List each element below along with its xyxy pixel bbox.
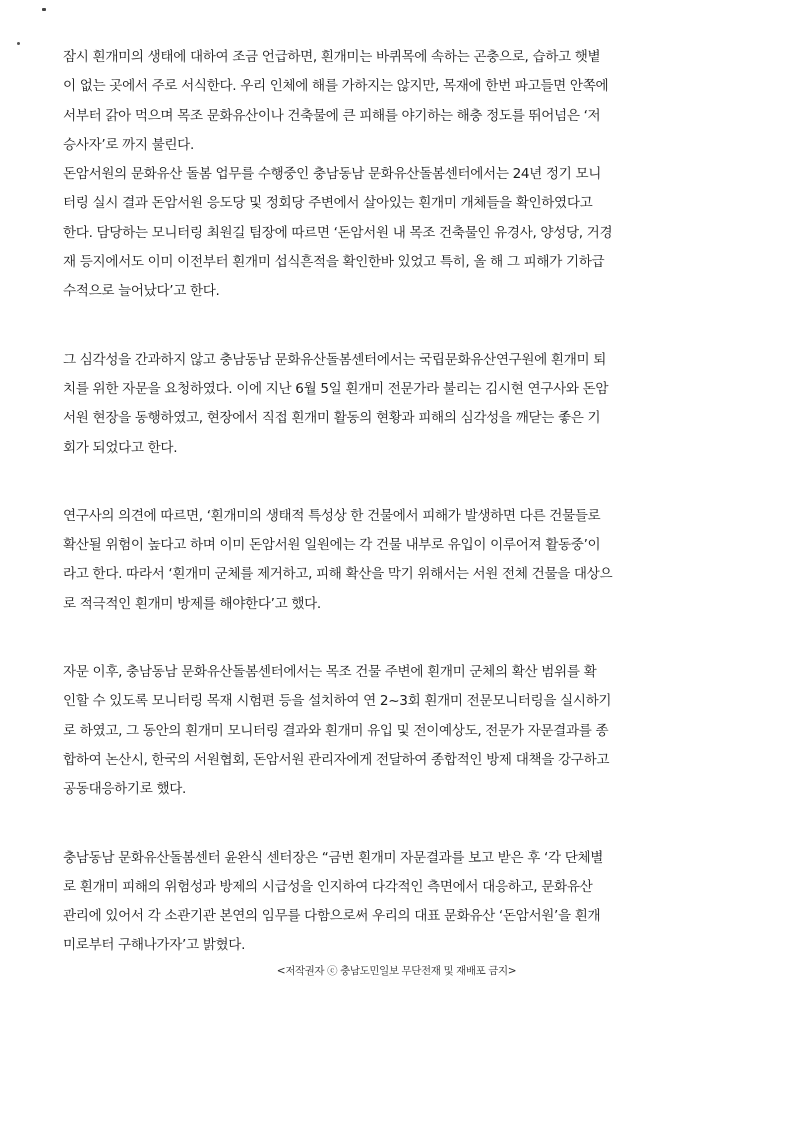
paragraph xyxy=(63,43,735,307)
paragraph xyxy=(63,502,735,619)
paragraph-gap xyxy=(63,619,735,658)
text-line: 수적으로 늘어났다’고 한다. xyxy=(63,283,220,300)
text-line: 미로부터 구해나가자’고 밝혔다. xyxy=(63,937,246,954)
article-body xyxy=(63,43,735,961)
paragraph xyxy=(63,844,735,961)
paragraph-gap xyxy=(63,805,735,844)
text-line: 서부터 갉아 먹으며 목조 문화유산이나 건축물에 큰 피해를 야기하는 해충 정도를 뛰어넘은 ‘저 xyxy=(63,107,601,124)
text-line: 서원 현장을 동행하였고, 현장에서 직접 흰개미 활동의 현황과 피해의 심각성을 깨닫는 좋은 기 xyxy=(63,410,601,427)
text-line: 로 하였고, 그 동안의 흰개미 모니터링 결과와 흰개미 유입 및 전이예상도, 전문가 자문결과를 종 xyxy=(63,722,609,739)
text-line: 공동대응하기로 했다. xyxy=(63,781,186,798)
text-line: 회가 되었다고 한다. xyxy=(63,439,178,456)
text-line: 라고 한다. 따라서 ‘흰개미 군체를 제거하고, 피해 확산을 막기 위해서는 서원 전체 건물을 대상으 xyxy=(63,566,613,583)
scan-speck xyxy=(17,42,20,45)
text-line: 충남동남 문화유산돌봄센터 윤완식 센터장은 “금번 흰개미 자문결과를 보고 받은 후 ‘각 단체별 xyxy=(63,849,604,866)
text-line: 잠시 흰개미의 생태에 대하여 조금 언급하면, 흰개미는 바퀴목에 속하는 곤충으로, 습하고 햇볕 xyxy=(63,49,601,65)
paragraph xyxy=(63,658,735,804)
text-line: 자문 이후, 충남동남 문화유산돌봄센터에서는 목조 건물 주변에 흰개미 군체의 확산 범위를 확 xyxy=(63,664,597,681)
text-line: 로 흰개미 피해의 위험성과 방제의 시급성을 인지하여 다각적인 측면에서 대응하고, 문화유산 xyxy=(63,878,593,895)
scan-speck xyxy=(42,8,46,11)
text-line: 치를 위한 자문을 요청하였다. 이에 지난 6월 5일 흰개미 전문가라 불리는 김시현 연구사와 돈암 xyxy=(63,380,609,397)
text-line: 터링 실시 결과 돈암서원 응도당 및 정회당 주변에서 살아있는 흰개미 개체들을 확인하였다고 xyxy=(63,195,593,212)
text-line: 승사자’로 까지 불린다. xyxy=(63,136,194,153)
text-line: 이 없는 곳에서 주로 서식한다. 우리 인체에 해를 가하지는 않지만, 목재에 한번 파고들면 안쪽에 xyxy=(63,78,609,95)
text-line: 한다. 담당하는 모니터링 최원길 팀장에 따르면 ‘돈암서원 내 목조 건축물인 유경사, 양성당, 거경 xyxy=(63,224,613,241)
text-line: 인할 수 있도록 모니터링 목재 시험편 등을 설치하여 연 2~3회 흰개미 전문모니터링을 실시하기 xyxy=(63,693,612,710)
text-line: 재 등지에서도 이미 이전부터 흰개미 섭식흔적을 확인한바 있었고 특히, 올 해 그 피해가 기하급 xyxy=(63,254,605,271)
text-line: 로 적극적인 흰개미 방제를 해야한다’고 했다. xyxy=(63,595,321,612)
text-line: 관리에 있어서 각 소관기관 본연의 임무를 다함으로써 우리의 대표 문화유산 ‘돈암서원’을 흰개 xyxy=(63,908,601,925)
text-line: 돈암서원의 문화유산 돌봄 업무를 수행중인 충남동남 문화유산돌봄센터에서는 24년 정기 모니 xyxy=(63,166,602,183)
text-line: 확산될 위험이 높다고 하며 이미 돈암서원 일원에는 각 건물 내부로 유입이 이루어져 활동중’이 xyxy=(63,537,601,554)
text-line: 합하여 논산시, 한국의 서원협회, 돈암서원 관리자에게 전달하여 종합적인 방제 대책을 강구하고 xyxy=(63,751,610,768)
paragraph-gap xyxy=(63,307,735,346)
text-line: 연구사의 의견에 따르면, ‘흰개미의 생태적 특성상 한 건물에서 피해가 발생하면 다른 건물들로 xyxy=(63,507,601,524)
paragraph xyxy=(63,346,735,463)
copyright-notice: <저작권자 ⓒ 충남도민일보 무단전재 및 재배포 금지> xyxy=(276,965,517,977)
paragraph-gap xyxy=(63,463,735,502)
text-line: 그 심각성을 간과하지 않고 충남동남 문화유산돌봄센터에서는 국립문화유산연구원에 흰개미 퇴 xyxy=(63,351,607,368)
